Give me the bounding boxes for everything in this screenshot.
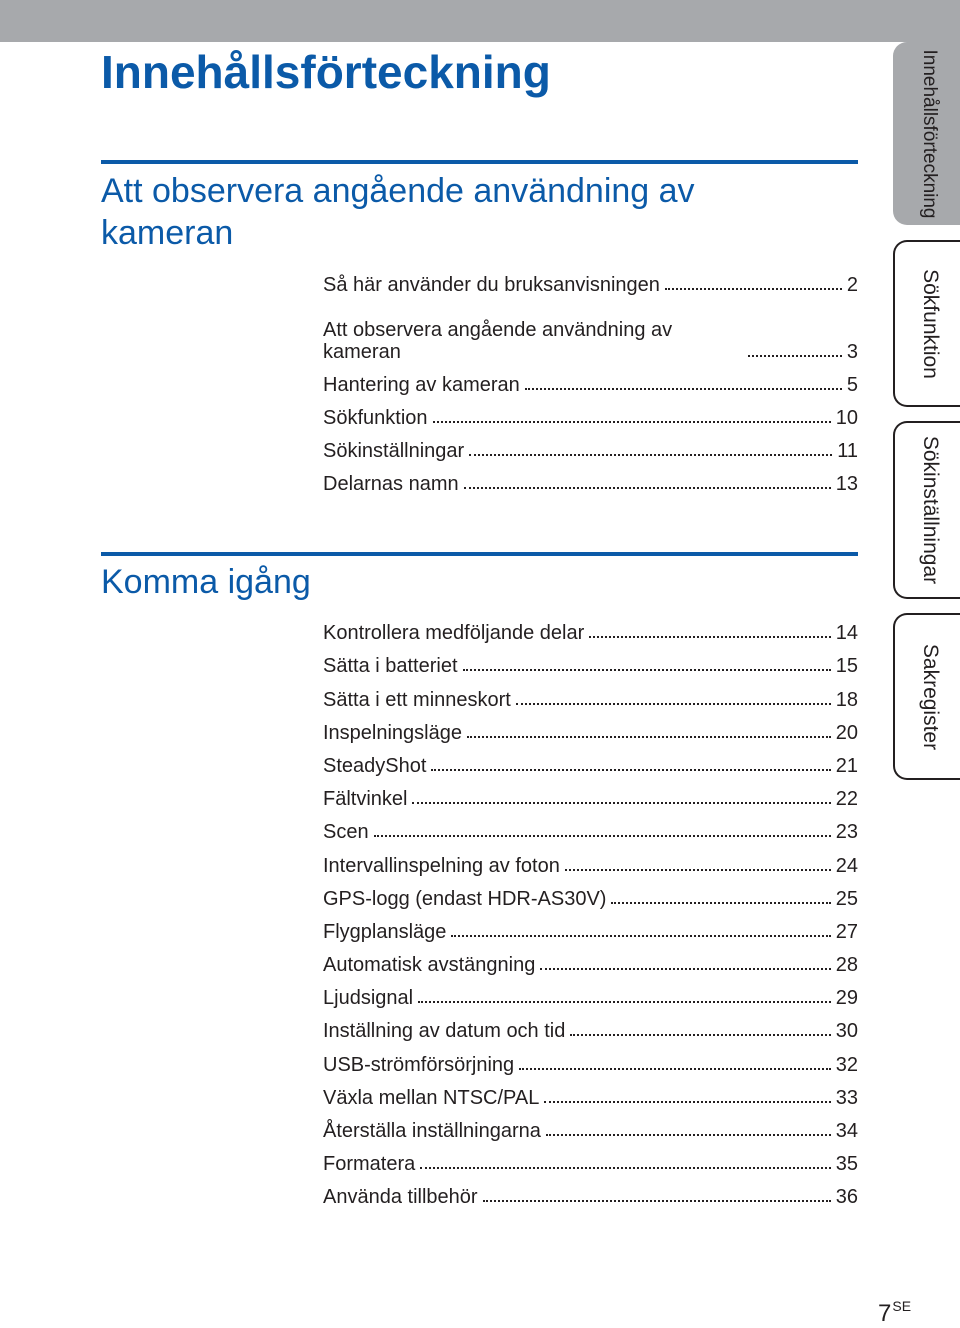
toc-entry-page: 21 (835, 754, 858, 777)
dot-leader (431, 769, 830, 771)
page-number-suffix: SE (892, 1298, 912, 1314)
toc-entry-title: Kontrollera medföljande delar (323, 622, 585, 645)
toc-entry[interactable] (323, 714, 858, 747)
dot-leader (546, 1134, 831, 1136)
toc-entry[interactable] (323, 979, 858, 1012)
dot-leader (665, 288, 842, 290)
toc-entry-page: 15 (835, 655, 858, 678)
dot-leader (464, 487, 831, 489)
tab-sakregister[interactable] (893, 613, 960, 780)
toc-entry-page: 24 (835, 854, 858, 877)
dot-leader (451, 935, 830, 937)
toc-entry[interactable] (323, 780, 858, 813)
dot-leader (570, 1034, 830, 1036)
toc-entry[interactable] (323, 880, 858, 913)
page-title: Innehållsförteckning (101, 46, 551, 98)
toc-entry-title: Växla mellan NTSC/PAL (323, 1086, 540, 1109)
toc-entry-title: Ljudsignal (323, 987, 414, 1010)
toc-entry-page: 36 (835, 1186, 858, 1209)
toc-entry-page: 32 (835, 1053, 858, 1076)
toc-entry[interactable] (323, 1145, 858, 1178)
section-rule (101, 552, 858, 556)
toc-entry-title: Så här använder du bruksanvisningen (323, 274, 660, 297)
toc-entry-page: 14 (835, 622, 858, 645)
toc-entry-page: 34 (835, 1120, 858, 1142)
toc-entry-title: Sätta i batteriet (323, 655, 458, 678)
dot-leader (418, 1001, 831, 1003)
toc-entry-page: 18 (835, 688, 858, 711)
dot-leader (611, 902, 830, 904)
dot-leader (519, 1068, 831, 1070)
toc-entry[interactable] (323, 913, 858, 946)
section-rule (101, 160, 858, 164)
toc-entry-page: 28 (835, 954, 858, 977)
toc-entry-title: USB-strömförsörjning (323, 1053, 515, 1076)
toc-entry-page: 11 (837, 440, 858, 463)
toc-entry[interactable] (323, 1112, 858, 1145)
tab-label: Sakregister (919, 643, 942, 750)
toc-entry-title: Intervallinspelning av foton (323, 854, 560, 877)
toc-entry-page: 3 (846, 340, 858, 363)
toc-entry[interactable] (323, 432, 858, 465)
top-header-bar (0, 0, 960, 42)
dot-leader (589, 636, 830, 638)
tab-innehallsforteckning[interactable] (893, 42, 960, 225)
dot-leader (463, 669, 831, 671)
toc-entry[interactable] (323, 1178, 858, 1211)
toc-entry-page: 13 (835, 473, 858, 496)
toc-entry-page: 22 (835, 788, 858, 811)
toc-entry-title: Fältvinkel (323, 788, 408, 811)
dot-leader (483, 1200, 831, 1202)
toc-entry-title: Inställning av datum och tid (323, 1020, 566, 1043)
section-heading-getting-started: Komma igång (101, 563, 311, 601)
toc-entry-page: 23 (835, 821, 858, 844)
toc-entry[interactable] (323, 299, 858, 365)
dot-leader (565, 869, 831, 871)
toc-entry-page: 5 (846, 373, 858, 396)
tab-sokfunktion[interactable] (893, 240, 960, 407)
toc-entry-page: 35 (835, 1153, 858, 1176)
dot-leader (540, 968, 830, 970)
toc-entry[interactable] (323, 366, 858, 399)
toc-entry-title: Formatera (323, 1153, 416, 1176)
dot-leader (412, 802, 830, 804)
toc-entry[interactable] (323, 1012, 858, 1045)
toc-entry[interactable] (323, 399, 858, 432)
toc-entry-page: 2 (846, 274, 858, 297)
dot-leader (374, 835, 831, 837)
toc-entry-title: Scen (323, 821, 369, 844)
page-number (878, 1298, 911, 1328)
dot-leader (748, 355, 842, 357)
toc-entry-page: 29 (835, 987, 858, 1010)
toc-entry-title: Hantering av kameran (323, 373, 520, 396)
toc-entry[interactable] (323, 680, 858, 713)
toc-entry[interactable] (323, 747, 858, 780)
toc-entry-page: 25 (835, 887, 858, 910)
toc-entry[interactable] (323, 1079, 858, 1112)
tab-label: Sökinställningar (919, 435, 942, 585)
toc-entry-title: Att observera angående användning av kameran (323, 318, 673, 363)
dot-leader (420, 1167, 831, 1169)
toc-entry[interactable] (323, 813, 858, 846)
dot-leader (525, 388, 842, 390)
toc-entry-title: Inspelningsläge (323, 721, 462, 744)
tab-label: Innehållsförteckning (919, 49, 940, 218)
toc-entry-page: 27 (835, 920, 858, 943)
toc-entry[interactable] (323, 266, 858, 299)
section-heading-observe: Att observera angående användning av kameran (101, 172, 695, 252)
toc-entry[interactable] (323, 614, 858, 647)
toc-entry-title: Sökfunktion (323, 406, 428, 429)
toc-entry-title: Sätta i ett minneskort (323, 688, 511, 711)
toc-list-getting-started (323, 614, 858, 1211)
dot-leader (467, 736, 831, 738)
toc-entry[interactable] (323, 465, 858, 498)
toc-entry-page: 10 (835, 406, 858, 429)
toc-entry[interactable] (323, 1045, 858, 1078)
toc-list-observe (323, 266, 858, 498)
toc-entry[interactable] (323, 647, 858, 680)
toc-entry-title: GPS-logg (endast HDR-AS30V) (323, 887, 607, 910)
page-number-value: 7 (878, 1300, 892, 1327)
dot-leader (433, 421, 831, 423)
dot-leader (516, 703, 831, 705)
dot-leader (544, 1101, 830, 1103)
dot-leader (469, 454, 832, 456)
toc-entry-title: Delarnas namn (323, 473, 459, 496)
toc-entry-page: 20 (835, 721, 858, 744)
toc-entry-title: Använda tillbehör (323, 1186, 478, 1209)
toc-entry-title: Återställa inställningarna (323, 1120, 541, 1142)
tab-sokinstallningar[interactable] (893, 421, 960, 599)
toc-entry[interactable] (323, 946, 858, 979)
toc-entry-title: SteadyShot (323, 754, 427, 777)
toc-entry-title: Sökinställningar (323, 440, 465, 463)
toc-entry-page: 33 (835, 1086, 858, 1109)
tab-label: Sökfunktion (919, 268, 942, 379)
toc-entry-title: Flygplansläge (323, 920, 447, 943)
toc-entry[interactable] (323, 846, 858, 879)
toc-entry-page: 30 (835, 1020, 858, 1043)
toc-entry-title: Automatisk avstängning (323, 954, 536, 977)
